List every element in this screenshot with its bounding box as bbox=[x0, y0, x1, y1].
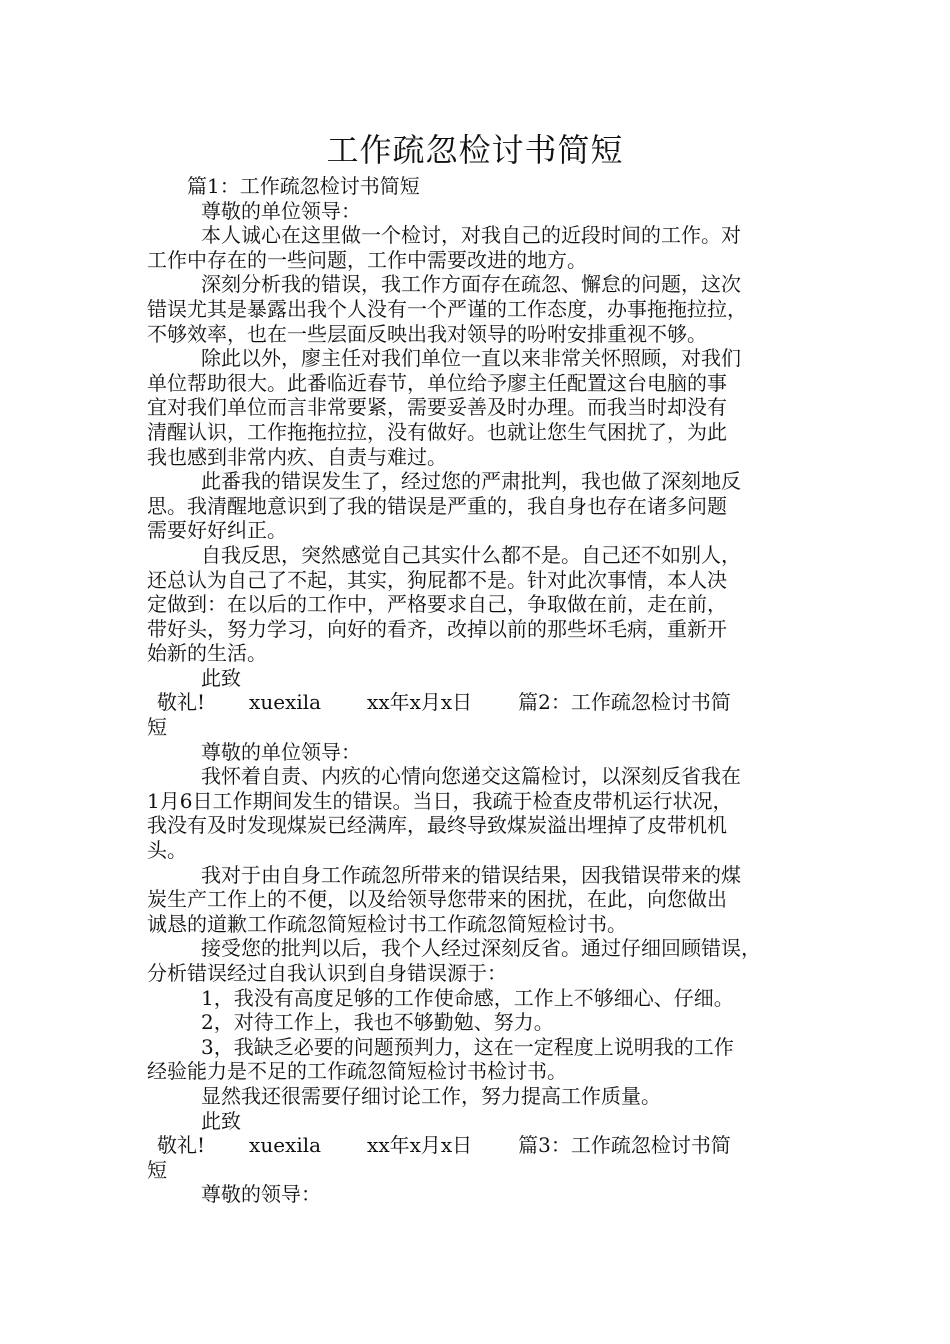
paragraph-line: 不够效率，也在一些层面反映出我对领导的吩咐安排重视不够。 bbox=[147, 321, 707, 346]
signature-line-1 bbox=[147, 690, 807, 715]
paragraph-line: 分析错误经过自我认识到自身错误源于： bbox=[147, 961, 507, 985]
signature-date: xx年x月x日 bbox=[367, 1133, 473, 1158]
closing-1: 此致 bbox=[201, 665, 241, 690]
paragraph-line: 我也感到非常内疚、自责与难过。 bbox=[147, 444, 447, 469]
list-item: 1，我没有高度足够的工作使命感，工作上不够细心、仔细。 bbox=[201, 985, 734, 1010]
salutation-3: 尊敬的领导： bbox=[201, 1182, 321, 1207]
paragraph-line: 深刻分析我的错误，我工作方面存在疏忽、懈怠的问题，这次 bbox=[201, 272, 741, 297]
paragraph-line: 诚恳的道歉工作疏忽简短检讨书工作疏忽简短检讨书。 bbox=[147, 911, 627, 936]
list-item: 3，我缺乏必要的问题预判力，这在一定程度上说明我的工作 bbox=[201, 1034, 734, 1059]
salutation-2: 尊敬的单位领导： bbox=[201, 739, 361, 764]
paragraph-line: 经验能力是不足的工作疏忽简短检讨书检讨书。 bbox=[147, 1059, 567, 1084]
paragraph-line: 错误尤其是暴露出我个人没有一个严谨的工作态度，办事拖拖拉拉， bbox=[147, 296, 747, 321]
paragraph-line: 工作中存在的一些问题，工作中需要改进的地方。 bbox=[147, 247, 587, 272]
paragraph-line: 定做到：在以后的工作中，严格要求自己，争取做在前，走在前， bbox=[147, 592, 727, 617]
paragraph-line: 我没有及时发现煤炭已经满库，最终导致煤炭溢出埋掉了皮带机机 bbox=[147, 813, 727, 838]
list-item: 2，对待工作上，我也不够勤勉、努力。 bbox=[201, 1010, 554, 1035]
paragraph-line: 带好头，努力学习，向好的看齐，改掉以前的那些坏毛病，重新开 bbox=[147, 616, 727, 641]
paragraph-line: 头。 bbox=[147, 838, 187, 863]
regards-text: 敬礼! bbox=[157, 690, 206, 715]
paragraph-line: 自我反思，突然感觉自己其实什么都不是。自己还不如别人， bbox=[201, 542, 741, 567]
section-heading-2-continued: 短 bbox=[147, 715, 167, 740]
paragraph-line: 我怀着自责、内疚的心情向您递交这篇检讨，以深刻反省我在 bbox=[201, 764, 741, 789]
author-name: xuexila bbox=[249, 1133, 322, 1158]
section-heading-3: 篇3：工作疏忽检讨书简 bbox=[518, 1133, 731, 1158]
paragraph-line: 需要好好纠正。 bbox=[147, 518, 287, 543]
document-body bbox=[147, 174, 807, 1207]
paragraph-line: 还总认为自己了不起，其实，狗屁都不是。针对此次事情，本人决 bbox=[147, 567, 727, 592]
section-heading-2: 篇2：工作疏忽检讨书简 bbox=[518, 690, 731, 715]
paragraph-line: 思。我清醒地意识到了我的错误是严重的，我自身也存在诸多问题 bbox=[147, 493, 727, 518]
paragraph-line: 除此以外，廖主任对我们单位一直以来非常关怀照顾，对我们 bbox=[201, 346, 741, 371]
salutation-1: 尊敬的单位领导： bbox=[201, 198, 361, 223]
closing-2: 此致 bbox=[201, 1108, 241, 1133]
signature-line-2 bbox=[147, 1133, 807, 1158]
section-heading-1: 篇1：工作疏忽检讨书简短 bbox=[187, 174, 420, 198]
document-title: 工作疏忽检讨书简短 bbox=[326, 131, 624, 169]
paragraph-line: 炭生产工作上的不便，以及给领导您带来的困扰，在此，向您做出 bbox=[147, 887, 727, 912]
regards-text: 敬礼! bbox=[157, 1133, 206, 1158]
paragraph-line: 本人诚心在这里做一个检讨，对我自己的近段时间的工作。对 bbox=[201, 223, 741, 248]
paragraph-line: 此番我的错误发生了，经过您的严肃批判，我也做了深刻地反 bbox=[201, 469, 741, 494]
paragraph-line: 1月6日工作期间发生的错误。当日，我疏于检查皮带机运行状况， bbox=[147, 788, 733, 813]
paragraph-line: 单位帮助很大。此番临近春节，单位给予廖主任配置这台电脑的事 bbox=[147, 370, 727, 395]
paragraph-line: 始新的生活。 bbox=[147, 641, 267, 666]
paragraph-line: 宜对我们单位而言非常要紧，需要妥善及时办理。而我当时却没有 bbox=[147, 395, 727, 420]
paragraph-line: 接受您的批判以后，我个人经过深刻反省。通过仔细回顾错误， bbox=[201, 936, 761, 961]
paragraph-line: 显然我还很需要仔细讨论工作，努力提高工作质量。 bbox=[201, 1083, 661, 1108]
paragraph-line: 我对于由自身工作疏忽所带来的错误结果，因我错误带来的煤 bbox=[201, 862, 741, 887]
paragraph-line: 清醒认识，工作拖拖拉拉，没有做好。也就让您生气困扰了，为此 bbox=[147, 419, 727, 444]
author-name: xuexila bbox=[249, 690, 322, 715]
section-heading-3-continued: 短 bbox=[147, 1157, 167, 1182]
signature-date: xx年x月x日 bbox=[367, 690, 473, 715]
